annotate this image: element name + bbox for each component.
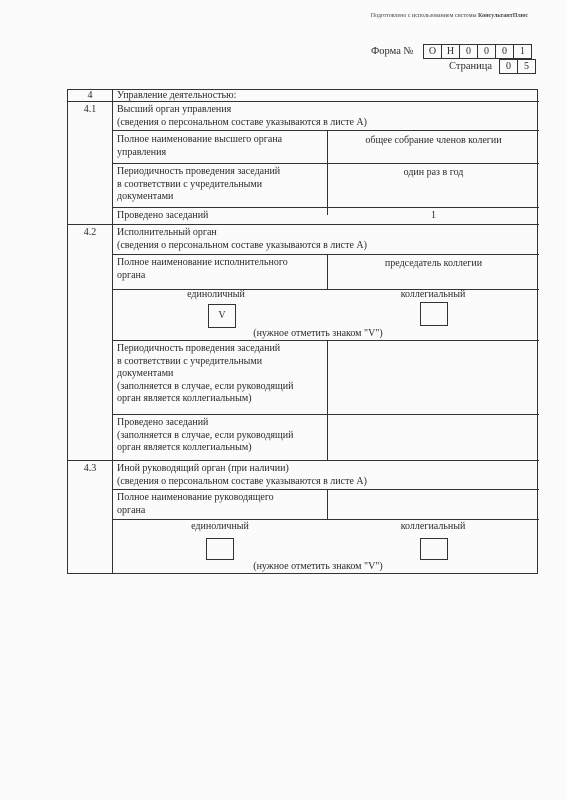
- s42-sole-label: единоличный: [187, 289, 245, 300]
- s43-name-label: Полное наименование руководящего органа: [117, 492, 274, 516]
- s43-sole-checkbox[interactable]: [206, 538, 234, 560]
- section-title: Управление деятельностью:: [117, 90, 237, 101]
- form-cell: О: [423, 44, 442, 59]
- form-cell: Н: [441, 44, 460, 59]
- s42-name-value: председатель коллегии: [384, 258, 483, 269]
- form-cell: 0: [495, 44, 514, 59]
- prepared-by-note: [0, 13, 528, 19]
- s42-mark-note: (нужное отметить знаком "V"): [253, 328, 383, 339]
- s43-number: 4.3: [83, 463, 97, 474]
- page-number-cells: [500, 59, 536, 74]
- page-label: Страница: [449, 61, 493, 72]
- s42-collegial-checkbox[interactable]: [420, 302, 448, 326]
- s41-name-value: общее собрание членов колегии: [365, 135, 502, 146]
- s43-collegial-checkbox[interactable]: [420, 538, 448, 560]
- s42-period-label: Периодичность проведения заседаний в соответствии с учредительными документами (заполняется в случае, если руководящий орган является коллегиальным): [117, 343, 294, 405]
- s42-sole-checkbox[interactable]: V: [208, 304, 236, 328]
- prepared-brand: КонсультантПлюс: [478, 13, 528, 19]
- form-cell: 0: [477, 44, 496, 59]
- s41-period-label: Периодичность проведения заседаний в соответствии с учредительными документами: [117, 166, 281, 203]
- s41-name-label: Полное наименование высшего органа управления: [117, 134, 283, 158]
- s42-name-label: Полное наименование исполнительного органа: [117, 257, 288, 281]
- s42-number: 4.2: [83, 227, 97, 238]
- s43-mark-note: (нужное отметить знаком "V"): [253, 561, 383, 572]
- form-cell: 1: [513, 44, 532, 59]
- s41-held-label: Проведено заседаний: [117, 210, 209, 221]
- page-cell: 5: [517, 59, 536, 74]
- s41-held-value: 1: [431, 210, 436, 221]
- form-cell: 0: [459, 44, 478, 59]
- s41-title: Высший орган управления (сведения о персональном составе указываются в листе А): [117, 104, 367, 128]
- page-cell: 0: [499, 59, 518, 74]
- s41-period-value: один раз в год: [403, 167, 464, 178]
- s43-collegial-label: коллегиальный: [400, 521, 466, 532]
- s41-number: 4.1: [83, 104, 97, 115]
- s42-collegial-label: коллегиальный: [400, 289, 466, 300]
- form-number-cells: [424, 44, 532, 59]
- s43-sole-label: единоличный: [191, 521, 249, 532]
- s42-title: Исполнительный орган (сведения о персональном составе указываются в листе А): [117, 227, 367, 251]
- prepared-prefix: Подготовлено с использованием системы: [370, 13, 479, 19]
- s42-held-label: Проведено заседаний (заполняется в случае, если руководящий орган является коллегиальным): [117, 417, 294, 454]
- form-number-label: Форма №: [371, 46, 414, 57]
- s43-title: Иной руководящий орган (при наличии) (сведения о персональном составе указываются в листе А): [117, 463, 367, 487]
- management-table: [67, 89, 538, 574]
- section-number: 4: [87, 90, 93, 101]
